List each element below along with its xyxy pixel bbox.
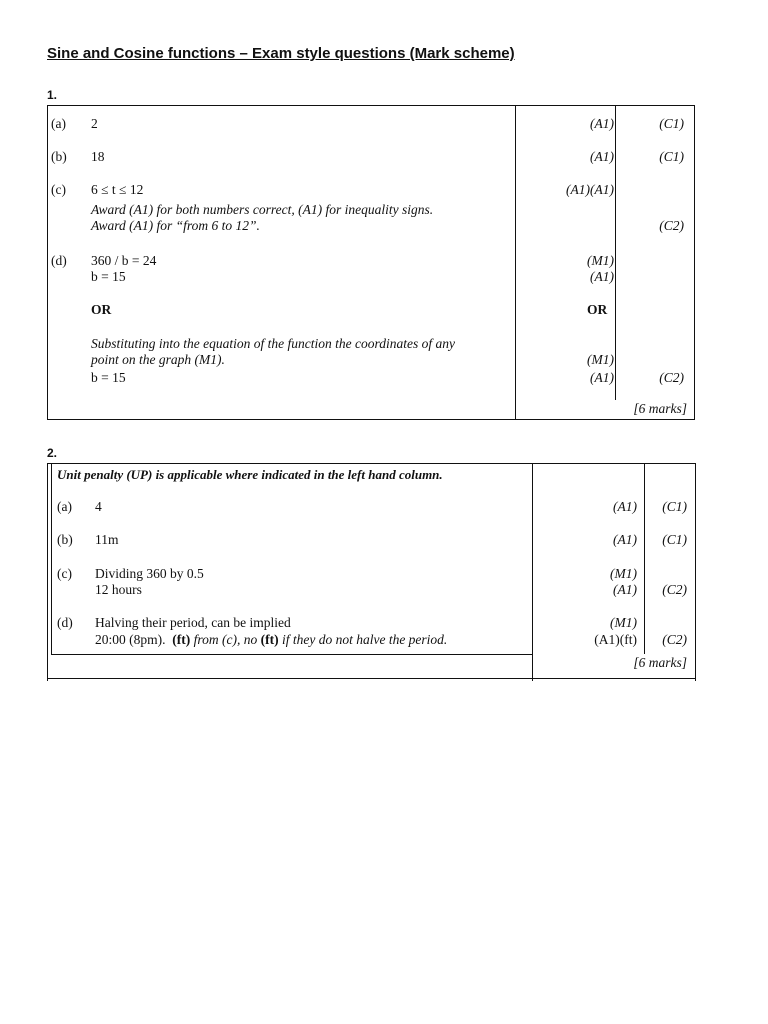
q2-header-note: Unit penalty (UP) is applicable where indicated in the left hand column. — [57, 467, 443, 482]
q1c-note-2: Award (A1) for “from 6 to 12”. — [91, 218, 260, 233]
question-2-number: 2. — [47, 446, 58, 460]
q2a-label: (a) — [57, 499, 72, 514]
q1d-mark-2: (A1) — [590, 269, 614, 284]
question-1-number: 1. — [47, 88, 58, 102]
q1d-line-2: b = 15 — [91, 269, 126, 284]
q1b-label: (b) — [51, 149, 67, 164]
q2-column-divider-1 — [532, 463, 533, 681]
q2c-cmark: (C2) — [662, 582, 687, 597]
q1d-line-1: 360 / b = 24 — [91, 253, 157, 268]
page-title: Sine and Cosine functions – Exam style questions (Mark scheme) — [47, 45, 515, 62]
q2d-line-2-main: 20:00 (8pm). — [95, 632, 166, 647]
q1c-mark: (A1)(A1) — [566, 182, 614, 197]
q1a-mark: (A1) — [590, 116, 614, 131]
q1a-cmark: (C1) — [659, 116, 684, 131]
q2b-mark: (A1) — [613, 532, 637, 547]
q2-inner-left-border — [51, 463, 52, 654]
q2a-mark: (A1) — [613, 499, 637, 514]
q1d-or-mark: OR — [587, 302, 608, 317]
q2d-cmark: (C2) — [662, 632, 687, 647]
q2d-mark-2: (A1)(ft) — [594, 632, 637, 647]
q1d-alt-mark-1: (M1) — [587, 352, 614, 367]
q2d-line-2-end: if they do not halve the period. — [278, 632, 448, 647]
q1-column-divider-2 — [615, 105, 616, 400]
q1b-mark: (A1) — [590, 149, 614, 164]
q1d-mark-1: (M1) — [587, 253, 614, 268]
q2d-line-1: Halving their period, can be implied — [95, 615, 291, 630]
q1c-label: (c) — [51, 182, 66, 197]
q2d-ft-1: (ft) — [172, 632, 191, 647]
q2-top-border — [47, 463, 695, 464]
q1d-alt-line-1: Substituting into the equation of the function the coordinates of any — [91, 336, 455, 351]
q1-column-divider-1 — [515, 105, 516, 420]
q2-column-divider-2 — [644, 463, 645, 654]
q2d-ft-2: (ft) — [260, 632, 279, 647]
q1c-answer: 6 ≤ t ≤ 12 — [91, 182, 144, 197]
q2-inner-bottom-border — [51, 654, 532, 655]
q2d-line-2-mid: from (c), no — [190, 632, 261, 647]
q1-total-marks: [6 marks] — [633, 401, 687, 416]
q1d-cmark: (C2) — [659, 370, 684, 385]
q2a-cmark: (C1) — [662, 499, 687, 514]
q2c-mark-1: (M1) — [610, 566, 637, 581]
q1d-alt-line-3: b = 15 — [91, 370, 126, 385]
q1a-answer: 2 — [91, 116, 98, 131]
q2d-label: (d) — [57, 615, 73, 630]
q1d-alt-mark-2: (A1) — [590, 370, 614, 385]
q2-right-border — [695, 463, 696, 681]
q2b-answer: 11m — [95, 532, 119, 547]
q2c-line-1: Dividing 360 by 0.5 — [95, 566, 204, 581]
q1d-alt-line-2: point on the graph (M1). — [91, 352, 225, 367]
q2-bottom-border — [47, 678, 695, 679]
q2b-cmark: (C1) — [662, 532, 687, 547]
q1a-label: (a) — [51, 116, 66, 131]
q2b-label: (b) — [57, 532, 73, 547]
q1c-note-1: Award (A1) for both numbers correct, (A1) for inequality signs. — [91, 202, 434, 217]
q2d-mark-1: (M1) — [610, 615, 637, 630]
q1b-cmark: (C1) — [659, 149, 684, 164]
q2c-line-2: 12 hours — [95, 582, 142, 597]
q1c-cmark: (C2) — [659, 218, 684, 233]
q1d-or: OR — [91, 302, 112, 317]
q1d-label: (d) — [51, 253, 67, 268]
q2d-line-2 — [95, 632, 447, 648]
q1b-answer: 18 — [91, 149, 105, 164]
q2c-mark-2: (A1) — [613, 582, 637, 597]
q2-total-marks: [6 marks] — [633, 655, 687, 670]
q2c-label: (c) — [57, 566, 72, 581]
q2a-answer: 4 — [95, 499, 102, 514]
q2-left-border — [47, 463, 48, 681]
